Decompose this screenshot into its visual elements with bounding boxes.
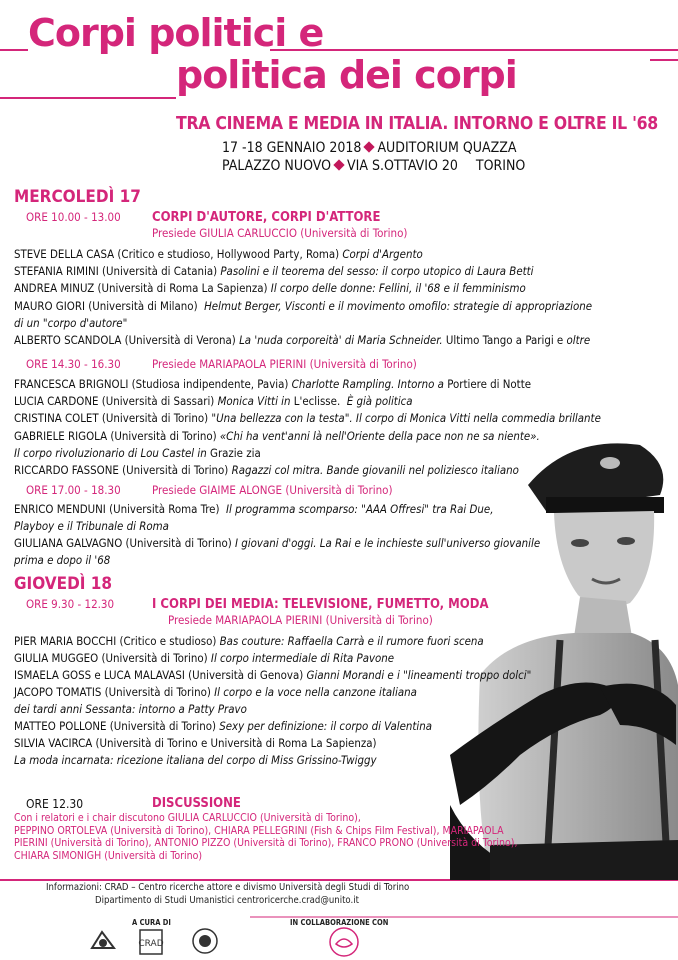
day-1-label: MERCOLEDÌ 17 bbox=[14, 187, 141, 207]
subtitle: TRA CINEMA E MEDIA IN ITALIA. INTORNO E OLTRE IL '68 bbox=[176, 114, 658, 134]
talk-row: STEVE DELLA CASA (Critico e studioso, Hollywood Party, Roma) Corpi d'Argento bbox=[14, 247, 423, 261]
event-dates-venue bbox=[222, 140, 516, 156]
title-line-2: politica dei corpi bbox=[176, 53, 517, 97]
talk-row: Il corpo rivoluzionario di Lou Castel in Grazie zia bbox=[14, 446, 261, 460]
collaboration-label: IN COLLABORAZIONE CON bbox=[290, 918, 389, 927]
fish-chips-logo bbox=[328, 926, 360, 958]
talk-row: Playboy e il Tribunale di Roma bbox=[14, 519, 169, 533]
session-time: ORE 12.30 bbox=[26, 797, 84, 811]
svg-text:CRAD: CRAD bbox=[138, 939, 164, 949]
diamond-icon bbox=[333, 159, 344, 170]
talk-row: CRISTINA COLET (Università di Torino) "Una bellezza con la testa". Il corpo di Monica Vitti nella commedia brillante bbox=[14, 411, 601, 425]
talk-row: ISMAELA GOSS e LUCA MALAVASI (Università di Genova) Gianni Morandi e i "lineamenti troppo dolci" bbox=[14, 668, 532, 682]
talk-row: MATTEO POLLONE (Università di Torino) Sexy per definizione: il corpo di Valentina bbox=[14, 719, 433, 733]
talk-row: ENRICO MENDUNI (Università Roma Tre) Il programma scomparso: "AAA Offresi" tra Rai Due, bbox=[14, 502, 494, 516]
crad-logo bbox=[138, 928, 164, 956]
talk-row: di un "corpo d'autore" bbox=[14, 316, 128, 330]
talk-row: RICCARDO FASSONE (Università di Torino) Ragazzi col mitra. Bande giovanili nel poliziesco italiano bbox=[14, 463, 519, 477]
session-chair: Presiede GIULIA CARLUCCIO (Università di Torino) bbox=[152, 226, 408, 240]
session-time: ORE 14.30 - 16.30 bbox=[26, 357, 121, 371]
event-city: TORINO bbox=[475, 158, 526, 174]
footer-info-2: Dipartimento di Studi Umanistici centroricerche.crad@unito.it bbox=[95, 895, 359, 906]
session-title: DISCUSSIONE bbox=[152, 796, 241, 811]
event-address bbox=[222, 158, 525, 174]
event-dates: 17 -18 GENNAIO 2018 bbox=[222, 140, 362, 156]
event-street: VIA S.OTTAVIO 20 bbox=[347, 158, 458, 174]
title-line-1: Corpi politici e bbox=[28, 11, 324, 55]
session-chair: Presiede MARIAPAOLA PIERINI (Università di Torino) bbox=[168, 613, 433, 627]
talk-row: dei tardi anni Sessanta: intorno a Patty Pravo bbox=[14, 702, 247, 716]
session-title: CORPI D'AUTORE, CORPI D'ATTORE bbox=[152, 210, 381, 225]
session-chair: Presiede MARIAPAOLA PIERINI (Università di Torino) bbox=[152, 357, 417, 371]
talk-row: PIER MARIA BOCCHI (Critico e studioso) Bas couture: Raffaella Carrà e il rumore fuori scena bbox=[14, 634, 484, 648]
talk-row: GIULIA MUGGEO (Università di Torino) Il corpo intermediale di Rita Pavone bbox=[14, 651, 395, 665]
talk-row: JACOPO TOMATIS (Università di Torino) Il corpo e la voce nella canzone italiana bbox=[14, 685, 417, 699]
session-time: ORE 9.30 - 12.30 bbox=[26, 597, 115, 611]
curated-by-label: A CURA DI bbox=[132, 918, 171, 927]
talk-row: MAURO GIORI (Università di Milano) Helmut Berger, Visconti e il movimento omofilo: strategie di appropriazione bbox=[14, 299, 593, 313]
talk-row: GABRIELE RIGOLA (Università di Torino) «Chi ha vent'anni là nell'Oriente della pace non ne sa niente». bbox=[14, 429, 540, 443]
diamond-icon bbox=[364, 141, 375, 152]
logo-1 bbox=[88, 928, 118, 956]
discussion-text: Con i relatori e i chair discutono GIULIA CARLUCCIO (Università di Torino), PEPPINO ORTOLEVA (Università di Torino), CHIARA PELLEGRINI (Fish & Chips Film Festival), MARIAPAOLA PIERINI (Università di Torino), ANTONIO PIZZO (Università di Torino), FRANCO PRONO (Università di Torino), CHIARA SIMONIGH (Università di Torino) bbox=[14, 812, 518, 862]
session-time: ORE 10.00 - 13.00 bbox=[26, 210, 121, 224]
footer-info-1: Informazioni: CRAD – Centro ricerche attore e divismo Università degli Studi di Torino bbox=[46, 882, 410, 893]
talk-row: ANDREA MINUZ (Università di Roma La Sapienza) Il corpo delle donne: Fellini, il '68 e il femminismo bbox=[14, 281, 526, 295]
session-chair: Presiede GIAIME ALONGE (Università di Torino) bbox=[152, 483, 393, 497]
talk-row: prima e dopo il '68 bbox=[14, 553, 111, 567]
session-time: ORE 17.00 - 18.30 bbox=[26, 483, 121, 497]
talk-row: STEFANIA RIMINI (Università di Catania) Pasolini e il teorema del sesso: il corpo utopico di Laura Betti bbox=[14, 264, 534, 278]
day-2-label: GIOVEDÌ 18 bbox=[14, 574, 113, 594]
university-seal-logo bbox=[190, 926, 220, 956]
talk-row: ALBERTO SCANDOLA (Università di Verona) La 'nuda corporeità' di Maria Schneider. Ultimo Tango a Parigi e oltre bbox=[14, 333, 591, 347]
talk-row: La moda incarnata: ricezione italiana del corpo di Miss Grissino-Twiggy bbox=[14, 753, 377, 767]
session-title: I CORPI DEI MEDIA: TELEVISIONE, FUMETTO, MODA bbox=[152, 597, 489, 612]
talk-row: LUCIA CARDONE (Università di Sassari) Monica Vitti in L'eclisse. È già politica bbox=[14, 394, 413, 408]
event-venue: AUDITORIUM QUAZZA bbox=[377, 140, 517, 156]
talk-row: FRANCESCA BRIGNOLI (Studiosa indipendente, Pavia) Charlotte Rampling. Intorno a Portiere di Notte bbox=[14, 377, 532, 391]
event-place: PALAZZO NUOVO bbox=[222, 158, 332, 174]
talk-row: GIULIANA GALVAGNO (Università di Torino) I giovani d'oggi. La Rai e le inchieste sull'universo giovanile bbox=[14, 536, 541, 550]
talk-row: SILVIA VACIRCA (Università di Torino e Università di Roma La Sapienza) bbox=[14, 736, 377, 750]
